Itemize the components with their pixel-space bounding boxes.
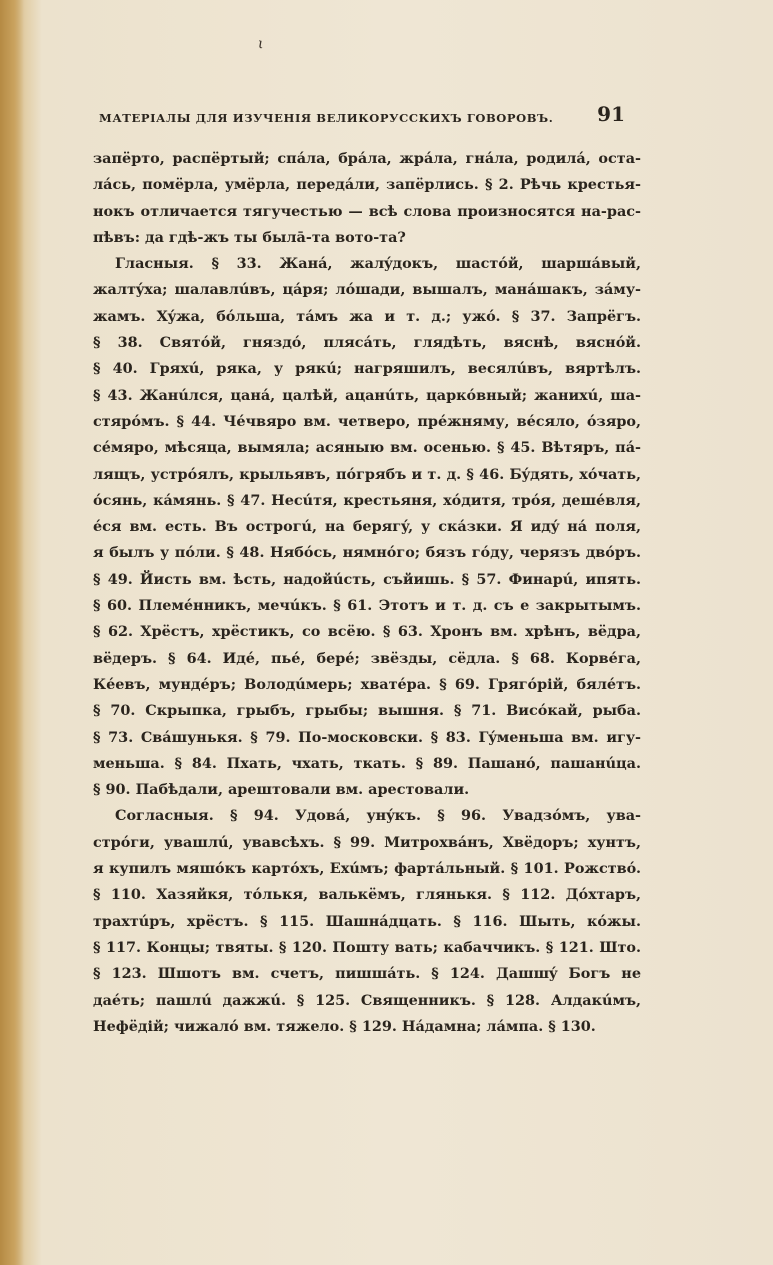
text-line: § 62. Хрёстъ, хрёстикъ, со всёю. § 63. Хронъ вм. хрѣнъ, вёдра,	[93, 623, 641, 641]
text-line: éся вм. есть. Въ острогú, на берягý, у скáзки. Я идý нá поля,	[93, 518, 641, 536]
text-line: лящъ, устрóялъ, крыльявъ, пóгрябъ и т. д. § 46. Бýдять, хóчать,	[93, 465, 641, 483]
text-line: стрóги, увашлú, увавсѣхъ. § 99. Митрохвáнъ, Хвёдоръ; хунтъ,	[93, 833, 641, 851]
text-line: я былъ у пóли. § 48. Нябóсь, нямнóго; бязъ гóду, черязъ двóръ.	[93, 544, 641, 562]
text-line: жамъ. Хýжа, бóльша, тáмъ жа и т. д.; ужó. § 37. Запрёгъ.	[93, 307, 641, 325]
body-text	[93, 146, 641, 1040]
text-line: § 60. Племéнникъ, мечúкъ. § 61. Этотъ и т. д. съ е закрытымъ.	[93, 597, 641, 615]
text-line: Согласныя. § 94. Удовá, унýкъ. § 96. Увадзóмъ, ува-	[115, 807, 641, 825]
text-line: жалтýха; шалавлúвъ, цáря; лóшади, вышалъ, манáшакъ, зáму-	[93, 281, 641, 299]
text-line: лáсь, помёрла, умёрла, передáли, запёрлись. § 2. Рѣчь крестья-	[93, 176, 641, 194]
book-spine-shadow	[0, 0, 24, 1265]
page-number: 91	[597, 102, 625, 126]
text-line: § 117. Концы; твяты. § 120. Пошту вать; кабаччикъ. § 121. Што.	[93, 938, 641, 956]
text-line: запёрто, распёртый; спáла, брáла, жрáла, гнáла, родилá, оста-	[93, 150, 641, 167]
text-line: § 123. Шшотъ вм. счетъ, пишшáть. § 124. Дашшý Богъ не	[93, 965, 641, 983]
text-line: пѣвъ: да гдѣ-жъ ты былā-та вото-та?	[93, 228, 406, 246]
text-line: § 73. Свáшунькя. § 79. По-московски. § 83. Гýменьша вм. игу-	[93, 728, 641, 746]
text-line: меньша. § 84. Пхать, чхать, ткать. § 89. Пашанó, пашанúца.	[93, 754, 641, 772]
text-line: стярóмъ. § 44. Чéчвяро вм. четверо, прéжняму, вéсяло, óзяро,	[93, 412, 641, 430]
text-line: трахтúръ, хрёстъ. § 115. Шашнáдцать. § 116. Шыть, кóжы.	[93, 912, 641, 930]
text-line: § 43. Жанúлся, цанá, цалѣй, ацанúть, царкóвный; жанихú, ша-	[93, 386, 641, 404]
text-line: § 70. Скрыпка, грыбъ, грыбы; вышня. § 71. Висóкай, рыба.	[93, 702, 641, 720]
text-line: вёдеръ. § 64. Идé, пьé, берé; звёзды, сёдла. § 68. Корвéга,	[93, 649, 641, 667]
running-header	[93, 102, 633, 132]
text-line: óсянь, кáмянь. § 47. Несúтя, крестьяня, хóдитя, трóя, дешéвля,	[93, 491, 641, 509]
text-line: Кéевъ, мундéръ; Володúмерь; хватéра. § 69. Грягóрій, бялéтъ.	[93, 675, 641, 693]
text-line: § 110. Хазяйкя, тóлькя, валькёмъ, глянькя. § 112. Дóхтаръ,	[93, 886, 641, 904]
running-title: МАТЕРІАЛЫ ДЛЯ ИЗУЧЕНІЯ ВЕЛИКОРУССКИХЪ ГОВОРОВЪ.	[99, 111, 554, 125]
text-line: даéть; пашлú дажжú. § 125. Священникъ. § 128. Алдакúмъ,	[93, 991, 641, 1009]
text-line: § 40. Гряхú, ряка, у рякú; нагряшилъ, весялúвъ, вяртѣлъ.	[93, 360, 641, 378]
text-line: нокъ отличается тягучестью — всѣ слова произносятся на-рас-	[93, 202, 641, 220]
text-line: я купилъ мяшóкъ картóхъ, Ехúмъ; фартáльный. § 101. Рожствó.	[93, 860, 641, 878]
text-line: Нефёдій; чижалó вм. тяжело. § 129. Нáдамна; лáмпа. § 130.	[93, 1017, 596, 1035]
text-line: § 38. Святóй, гняздó, плясáть, глядѣть, вяснѣ, вяснóй.	[93, 334, 641, 352]
text-line: § 49. Йисть вм. ѣсть, надойúсть, съйишь. § 57. Финарú, ипять.	[93, 570, 641, 588]
text-line: Гласныя. § 33. Жанá, жалýдокъ, шастóй, шаршáвый,	[115, 255, 641, 273]
page-mark: ι	[256, 35, 265, 53]
text-line: § 90. Пабѣдали, арештовали вм. арестовали.	[93, 781, 470, 799]
text-line: сéмяро, мѣсяца, вымяла; асяныю вм. осенью. § 45. Вѣтяръ, пá-	[93, 439, 641, 457]
